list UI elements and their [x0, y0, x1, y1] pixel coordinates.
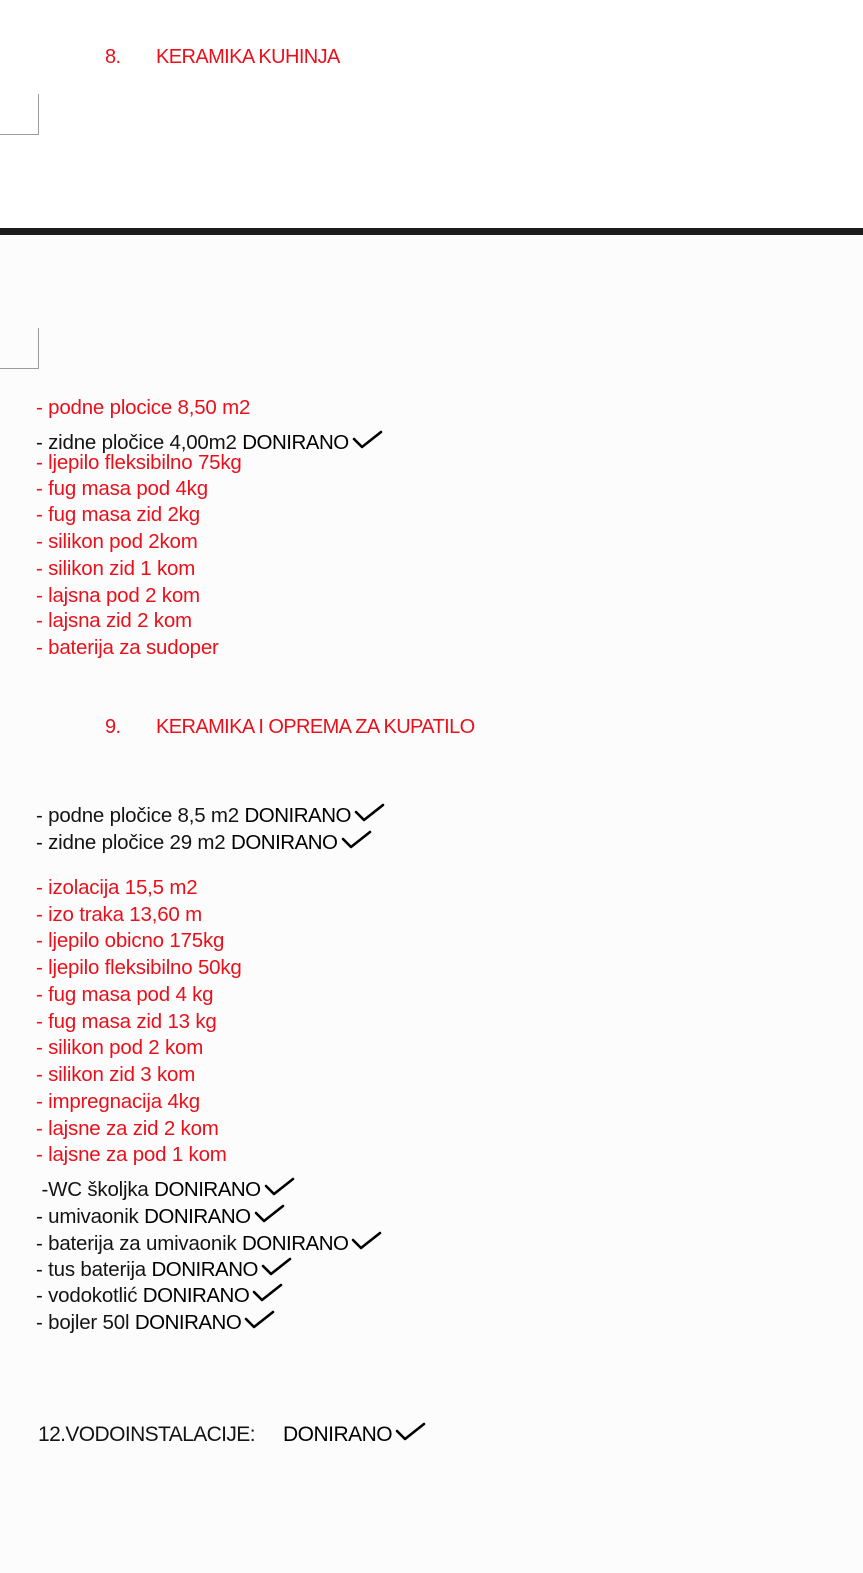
checkmark-icon — [243, 1309, 275, 1331]
list-item — [36, 1203, 285, 1229]
list-item — [36, 557, 195, 581]
donated-tag: DONIRANO — [134, 1311, 242, 1334]
list-item — [36, 1309, 275, 1335]
list-item-text: - fug masa zid 13 kg — [36, 1010, 217, 1033]
list-item — [36, 477, 208, 501]
list-item — [36, 1063, 195, 1087]
checkmark-icon — [263, 1176, 295, 1198]
list-item-text: - zidne pločice 4,00m2 — [36, 431, 243, 454]
section-12-label: 12.VODOINSTALACIJE: — [38, 1423, 255, 1446]
checkmark-icon — [340, 829, 372, 851]
list-item — [36, 903, 202, 927]
section-9-title: KERAMIKA I OPREMA ZA KUPATILO — [156, 716, 475, 738]
list-item — [36, 636, 219, 660]
list-item-text: - lajsna pod 2 kom — [36, 584, 200, 607]
list-item — [36, 1117, 219, 1141]
list-item-text: - silikon pod 2 kom — [36, 1036, 204, 1059]
checkmark-icon — [351, 429, 383, 451]
list-item-text: - bojler 50l — [36, 1311, 135, 1334]
section-8-title: KERAMIKA KUHINJA — [156, 46, 340, 68]
list-item — [36, 584, 200, 608]
list-item-text: - baterija za umivaonik — [36, 1232, 242, 1255]
donated-tag: DONIRANO — [231, 831, 338, 854]
list-item — [36, 929, 224, 953]
list-item-text: - silikon pod 2kom — [36, 530, 198, 553]
list-item-text: - tus baterija — [36, 1258, 152, 1281]
list-item — [36, 530, 198, 554]
donated-tag: DONIRANO — [242, 431, 349, 454]
checkmark-icon — [350, 1230, 382, 1252]
section-9-number: 9. — [105, 716, 121, 738]
list-item-text: - silikon zid 3 kom — [36, 1063, 196, 1086]
list-item-text: - ljepilo obicno 175kg — [36, 929, 225, 952]
list-item — [36, 1143, 227, 1167]
page-upper — [0, 0, 863, 228]
checkmark-icon — [394, 1421, 426, 1443]
list-item-text: - baterija za sudoper — [36, 636, 219, 659]
donated-tag: DONIRANO — [244, 804, 351, 827]
donated-tag: DONIRANO — [151, 1258, 258, 1281]
list-item — [36, 983, 213, 1007]
list-item-text: - podne pločice 8,5 m2 — [36, 804, 245, 827]
list-item-text: - ljepilo fleksibilno 75kg — [36, 451, 242, 474]
list-item — [36, 1282, 283, 1308]
list-item — [36, 451, 242, 475]
list-item — [36, 876, 197, 900]
list-item-text: - lajsne za zid 2 kom — [36, 1117, 219, 1140]
list-item — [36, 1176, 295, 1202]
donated-tag: DONIRANO — [142, 1284, 250, 1307]
list-item-text: -WC školjka — [36, 1178, 155, 1201]
donated-tag: DONIRANO — [282, 1423, 393, 1446]
list-item-text: - podne plocice 8,50 m2 — [36, 396, 251, 419]
page-break-divider — [0, 228, 863, 235]
list-item — [36, 802, 385, 828]
checkmark-icon — [253, 1203, 285, 1225]
list-item-text: - fug masa pod 4kg — [36, 477, 208, 500]
list-item — [36, 1010, 217, 1034]
list-item — [36, 1256, 292, 1282]
list-item-text: - fug masa zid 2kg — [36, 503, 200, 526]
list-item — [36, 503, 200, 527]
margin-corner-mark — [0, 94, 39, 135]
list-item-text: - lajsne za pod 1 kom — [36, 1143, 227, 1166]
list-item — [36, 829, 372, 855]
list-item-text: - impregnacija 4kg — [36, 1090, 200, 1113]
list-item-text: - zidne pločice 29 m2 — [36, 831, 232, 854]
checkmark-icon — [251, 1282, 283, 1304]
margin-corner-mark — [0, 328, 39, 369]
donated-tag: DONIRANO — [242, 1232, 349, 1255]
list-item — [36, 396, 250, 420]
list-item — [36, 1230, 382, 1256]
list-item — [36, 609, 192, 633]
checkmark-icon — [260, 1256, 292, 1278]
list-item-text: - vodokotlić — [36, 1284, 143, 1307]
section-8-number: 8. — [105, 46, 121, 68]
section-9-heading — [105, 715, 475, 739]
section-8-heading — [105, 45, 340, 69]
list-item-text: - lajsna zid 2 kom — [36, 609, 192, 632]
list-item-text: - izo traka 13,60 m — [36, 903, 202, 926]
donated-tag: DONIRANO — [154, 1178, 261, 1201]
list-item-text: - fug masa pod 4 kg — [36, 983, 214, 1006]
list-item-text: - ljepilo fleksibilno 50kg — [36, 956, 242, 979]
list-item-text: - umivaonik — [36, 1205, 145, 1228]
checkmark-icon — [353, 802, 385, 824]
list-item — [36, 1090, 200, 1114]
section-12-line — [38, 1421, 426, 1447]
list-item — [36, 1036, 203, 1060]
list-item — [36, 956, 242, 980]
list-item-text: - izolacija 15,5 m2 — [36, 876, 198, 899]
donated-tag: DONIRANO — [144, 1205, 251, 1228]
list-item-text: - silikon zid 1 kom — [36, 557, 196, 580]
